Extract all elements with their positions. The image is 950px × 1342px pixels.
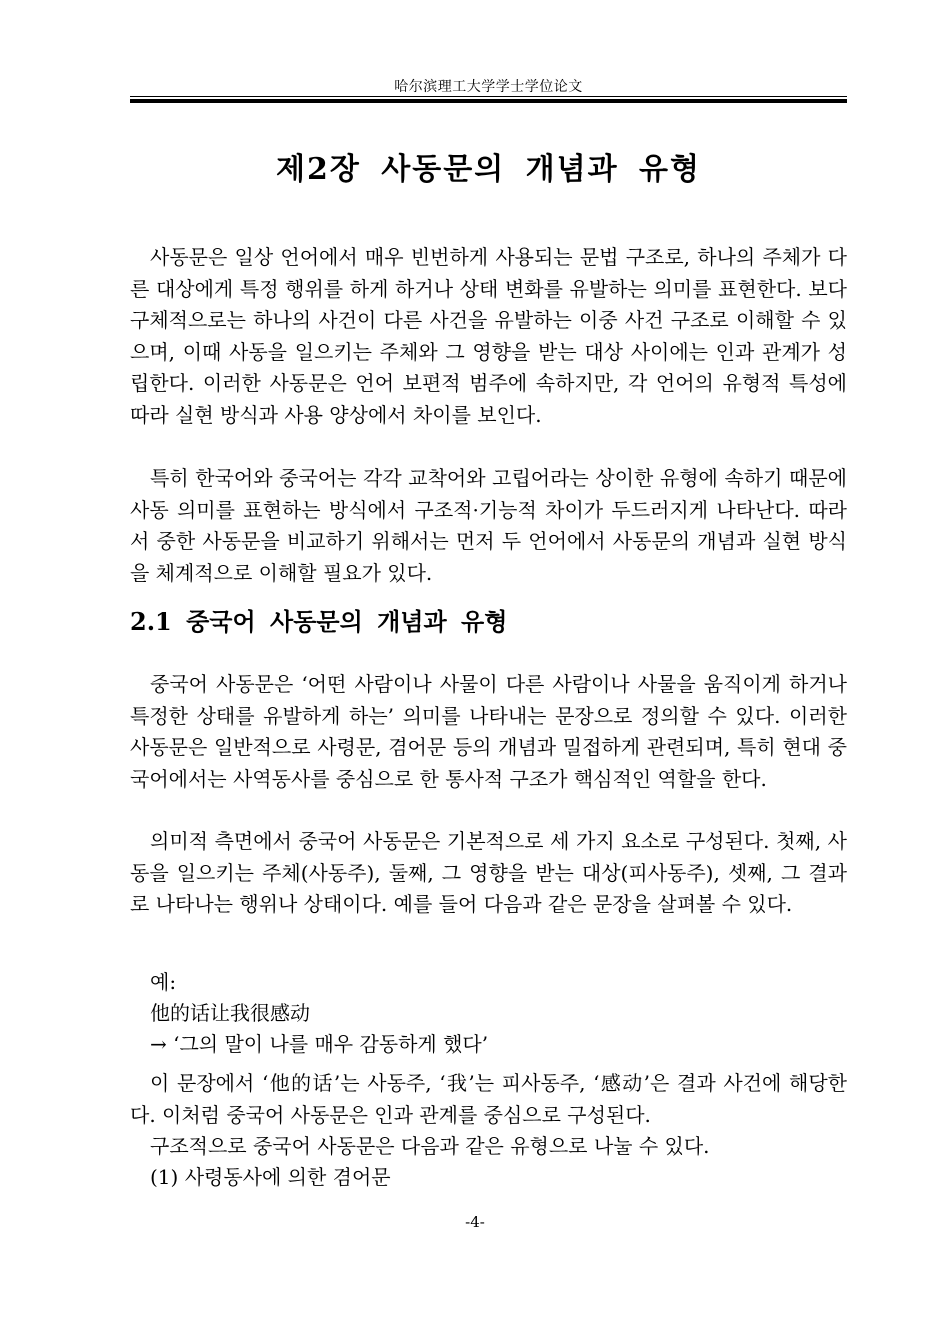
chapter-title: 제2장 사동문의 개념과 유형 xyxy=(276,152,701,187)
intro-paragraph-2: 특히 한국어와 중국어는 각각 교착어와 고립어라는 상이한 유형에 속하기 때문에 사동 의미를 표현하는 방식에서 구조적·기능적 차이가 두드러지게 나타난다. 따라서 중한 사동문을 비교하기 위해서는 먼저 두 언어에서 사동문의 개념과 실현 방식을 체계적으로 이해할 필요가 있다. xyxy=(130,466,847,585)
section-title: 2.1 중국어 사동문의 개념과 유형 xyxy=(130,607,508,636)
classification-line: 구조적으로 중국어 사동문은 다음과 같은 유형으로 나눌 수 있다. xyxy=(150,1134,710,1158)
example-translation: → ‘그의 말이 나를 매우 감동하게 했다’ xyxy=(150,1032,489,1056)
running-header: 哈尔滨理工大学学士学位论文 xyxy=(394,79,583,95)
intro-paragraph-1: 사동문은 일상 언어에서 매우 빈번하게 사용되는 문법 구조로, 하나의 주체가 다른 대상에게 특정 행위를 하게 하거나 상태 변화를 유발하는 의미를 표현한다. 보다 구체적으로는 하나의 사건이 다른 사건을 유발하는 이중 사건 구조로 이해할 수 있으며, 이때 사동을 일으키는 주체와 그 영향을 받는 대상 사이에는 인과 관계가 성립한다. 이러한 사동문은 언어 보편적 범주에 속하지만, 각 언어의 유형적 특성에 따라 실현 방식과 사용 양상에서 차이를 보인다. xyxy=(130,245,847,427)
header-rule-thick xyxy=(130,99,847,103)
section-paragraph-2: 의미적 측면에서 중국어 사동문은 기본적으로 세 가지 요소로 구성된다. 첫째, 사동을 일으키는 주체(사동주), 둘째, 그 영향을 받는 대상(피사동주), 셋째, 그 결과로 나타나는 행위나 상태이다. 예를 들어 다음과 같은 문장을 살펴볼 수 있다. xyxy=(130,829,847,916)
example-label: 예: xyxy=(150,970,177,994)
header-rule-thin xyxy=(130,96,847,97)
example-chinese-sentence: 他的话让我很感动 xyxy=(150,1001,310,1025)
section-paragraph-1: 중국어 사동문은 ‘어떤 사람이나 사물이 다른 사람이나 사물을 움직이게 하거나 특정한 상태를 유발하게 하는’ 의미를 나타내는 문장으로 정의할 수 있다. 이러한 사동문은 일반적으로 사령문, 겸어문 등의 개념과 밀접하게 관련되며, 특히 현대 중국어에서는 사역동사를 중심으로 한 통사적 구조가 핵심적인 역할을 한다. xyxy=(130,672,847,791)
page-number: -4- xyxy=(465,1213,485,1231)
section-paragraph-3: 이 문장에서 ‘他的话’는 사동주, ‘我’는 피사동주, ‘感动’은 결과 사건에 해당한다. 이처럼 중국어 사동문은 인과 관계를 중심으로 구성된다. xyxy=(130,1071,847,1127)
list-item-1: (1) 사령동사에 의한 겸어문 xyxy=(150,1165,391,1189)
